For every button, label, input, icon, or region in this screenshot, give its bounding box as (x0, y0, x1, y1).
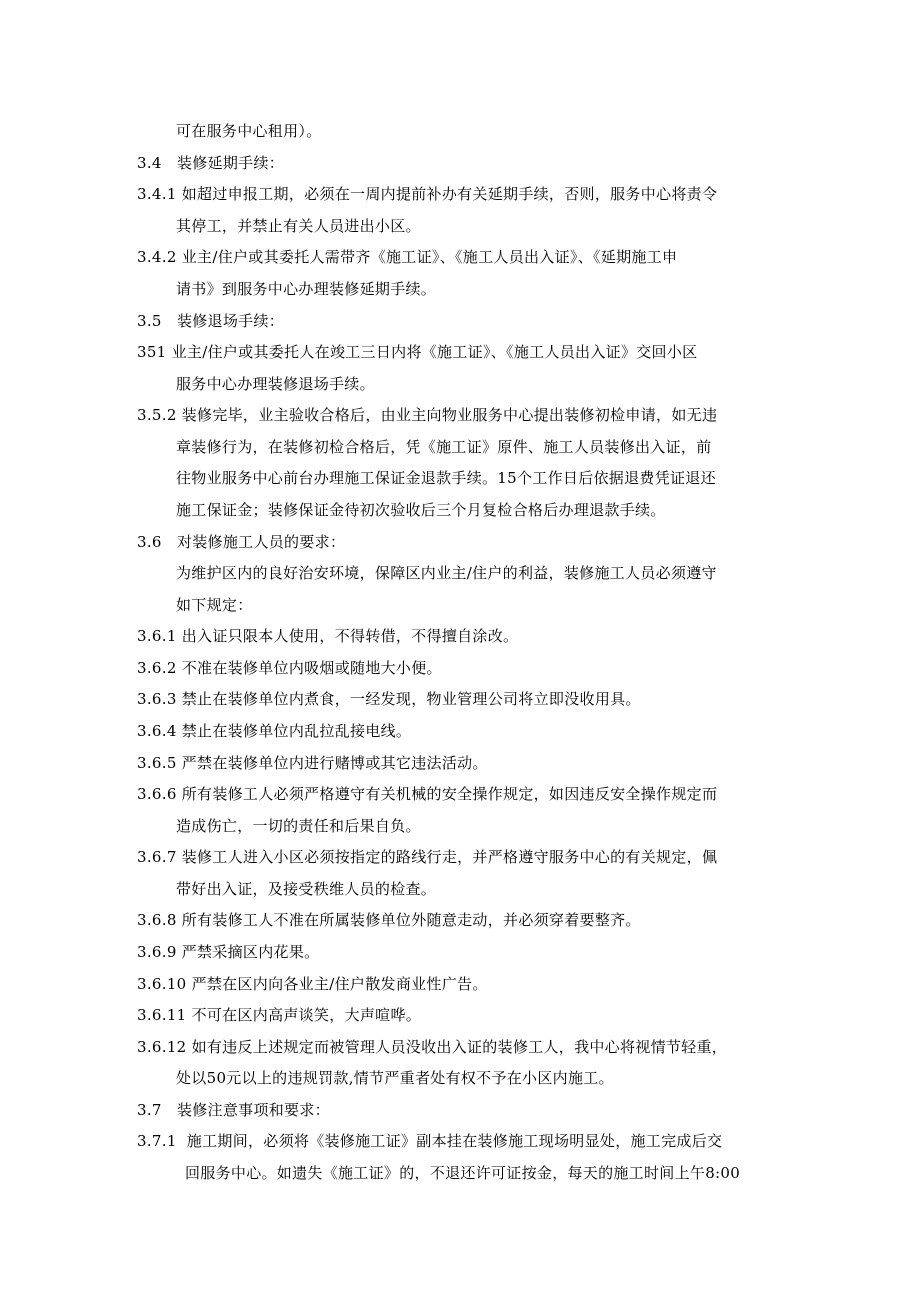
text-line: 3.6.7 装修工人进入小区必须按指定的路线行走，并严格遵守服务中心的有关规定，佩 (137, 848, 718, 866)
text-line: 为维护区内的良好治安环境，保障区内业主/住户的利益，装修施工人员必须遵守 (176, 564, 717, 582)
text-line: 3.6.10 严禁在区内向各业主/住户散发商业性广告。 (137, 975, 488, 993)
text-line: 3.6.11 不可在区内高声谈笑，大声喧哗。 (137, 1006, 422, 1024)
text-line: 章装修行为，在装修初检合格后，凭《施工证》原件、施工人员装修出入证，前 (176, 438, 712, 456)
text-line: 回服务中心。如遗失《施工证》的，不退还许可证按金，每天的施工时间上午8:00 (185, 1164, 741, 1182)
text-line: 3.6.12 如有违反上述规定而被管理人员没收出入证的装修工人，我中心将视情节轻重， (137, 1038, 728, 1056)
text-line: 3.6.8 所有装修工人不准在所属装修单位外随意走动，并必须穿着要整齐。 (137, 911, 641, 929)
text-line: 3.6.1 出入证只限本人使用，不得转借，不得擅自涂改。 (137, 627, 519, 645)
text-line: 3.6.3 禁止在装修单位内煮食，一经发现，物业管理公司将立即没收用具。 (137, 690, 641, 708)
text-line: 造成伤亡，一切的责任和后果自负。 (176, 817, 421, 835)
text-line: 往物业服务中心前台办理施工保证金退款手续。15个工作日后依据退费凭证退还 (176, 469, 716, 487)
text-line: 3.4.1 如超过申报工期，必须在一周内提前补办有关延期手续，否则，服务中心将责令 (137, 185, 718, 203)
text-line: 带好出入证，及接受秩维人员的检查。 (176, 880, 437, 898)
text-line: 3.6.5 严禁在装修单位内进行赌博或其它违法活动。 (137, 754, 488, 772)
text-line: 3.5.2 装修完毕，业主验收合格后，由业主向物业服务中心提出装修初检申请，如无违 (137, 406, 718, 424)
text-line: 351 业主/住户或其委托人在竣工三日内将《施工证》、《施工人员出入证》交回小区 (137, 343, 698, 361)
text-line: 3.4.2 业主/住户或其委托人需带齐《施工证》、《施工人员出入证》、《延期施工申 (137, 248, 678, 266)
text-line: 如下规定： (176, 596, 253, 614)
text-line: 3.6.2 不准在装修单位内吸烟或随地大小便。 (137, 659, 442, 677)
text-line: 服务中心办理装修退场手续。 (176, 375, 375, 393)
text-line: 3.6.6 所有装修工人必须严格遵守有关机械的安全操作规定，如因违反安全操作规定而 (137, 785, 718, 803)
text-line: 3.6.9 严禁采摘区内花果。 (137, 943, 320, 961)
text-line: 请书》到服务中心办理装修延期手续。 (176, 280, 437, 298)
section-heading: 3.6 对装修施工人员的要求： (137, 533, 346, 551)
text-line: 可在服务中心租用）。 (176, 122, 322, 140)
text-line: 3.6.4 禁止在装修单位内乱拉乱接电线。 (137, 722, 412, 740)
section-heading: 3.4 装修延期手续： (137, 154, 285, 172)
text-line: 处以50元以上的违规罚款,情节严重者处有权不予在小区内施工。 (176, 1069, 614, 1087)
section-heading: 3.5 装修退场手续： (137, 312, 285, 330)
section-heading: 3.7 装修注意事项和要求： (137, 1101, 330, 1119)
text-line: 3.7.1 施工期间，必须将《装修施工证》副本挂在装修施工现场明显处，施工完成后交 (137, 1132, 723, 1150)
text-line: 施工保证金；装修保证金待初次验收后三个月复检合格后办理退款手续。 (176, 501, 666, 519)
text-line: 其停工，并禁止有关人员进出小区。 (176, 217, 421, 235)
